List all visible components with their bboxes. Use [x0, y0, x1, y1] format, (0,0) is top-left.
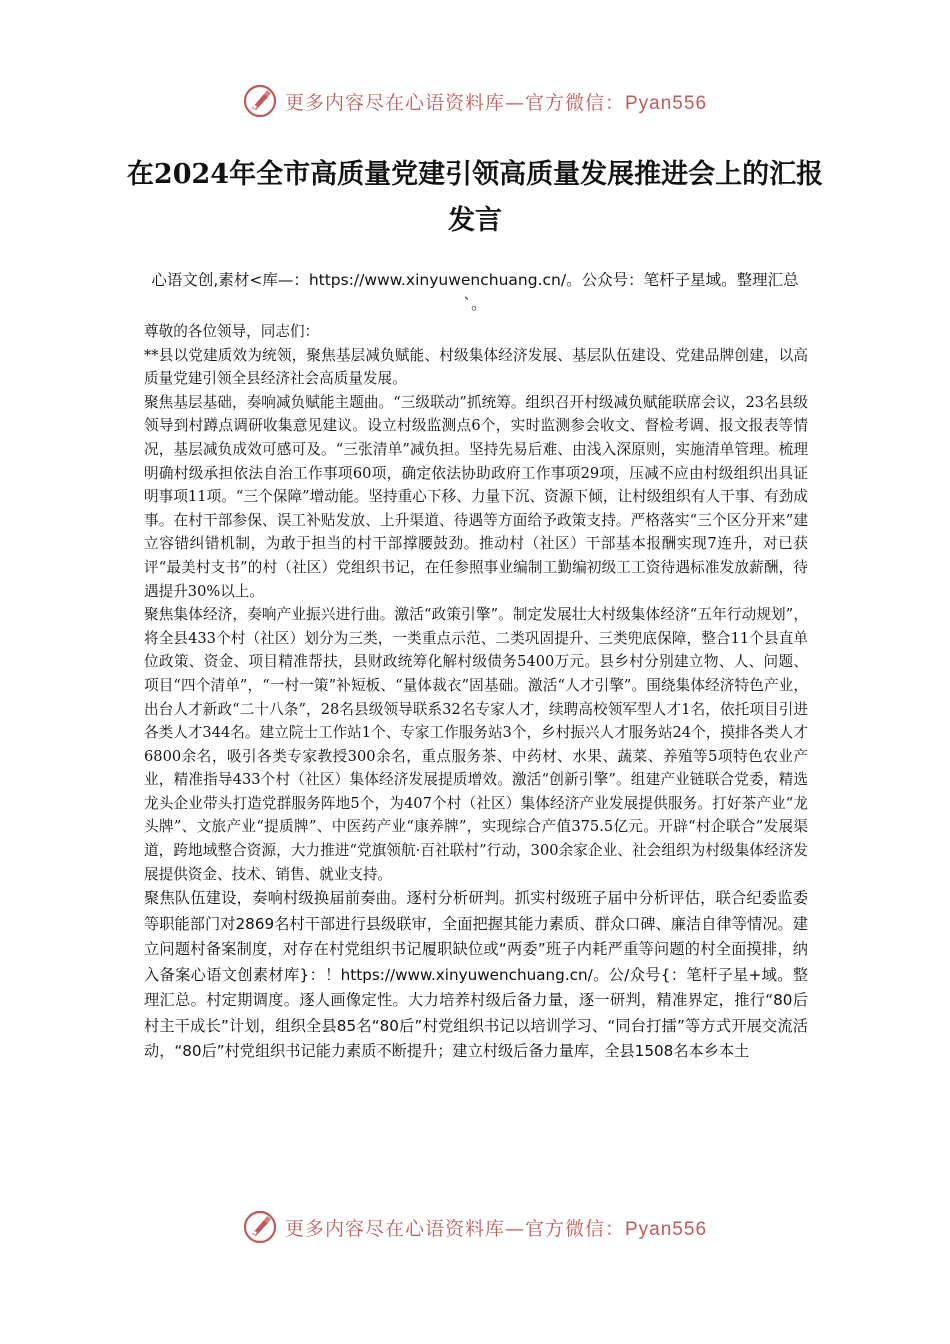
watermark-slogan: 更多内容尽在心语资料库 — [284, 1217, 505, 1240]
watermark-text — [285, 88, 707, 115]
watermark-separator: — — [504, 91, 525, 114]
pen-nib-logo-icon — [243, 84, 277, 118]
watermark-contact-id: Pyan556 — [625, 1218, 708, 1240]
watermark-banner-top — [0, 84, 950, 118]
document-body — [144, 320, 808, 1065]
source-note: 心语文创,素材<库—：https://www.xinyuwenchuang.cn/。公众号：笔杆子星域。整理汇总`。 — [151, 271, 799, 313]
watermark-slogan: 更多内容尽在心语资料库 — [284, 91, 505, 114]
document-title: 在2024年全市高质量党建引领高质量发展推进会上的汇报发言 — [126, 159, 824, 236]
watermark-separator: — — [504, 1217, 525, 1240]
pen-nib-logo-icon — [243, 1210, 277, 1244]
body-paragraph: 聚焦基层基础，奏响减负赋能主题曲。“三级联动”抓统筹。组织召开村级减负赋能联席会议，23名县级领导到村蹲点调研收集意见建议。设立村级监测点6个，实时监测参会收文、督检考调、报文报表等情况，基层减负成效可感可及。“三张清单”减负担。坚持先易后难、由浅入深原则，实施清单管理。梳理明确村级承担依法自治工作事项60项，确定依法协助政府工作事项29项，压减不应由村级组织出具证明事项11项。“三个保障”增动能。坚持重心下移、力量下沉、资源下倾，让村级组织有人干事、有劲成事。在村干部参保、误工补贴发放、上升渠道、待遇等方面给予政策支持。严格落实“三个区分开来”建立容错纠错机制，为敢于担当的村干部撑腰鼓劲。推动村（社区）干部基本报酬实现7连升，对已获评“最美村支书”的村（社区）党组织书记，在任参照事业编制工勤编初级工工资待遇标准发放薪酬，待遇提升30%以上。 — [144, 393, 808, 600]
watermark-contact-label: 官方微信： — [524, 91, 625, 114]
watermark-contact-id: Pyan556 — [625, 92, 708, 114]
body-paragraph: **县以党建质效为统领，聚焦基层减负赋能、村级集体经济发展、基层队伍建设、党建品牌创建，以高质量党建引领全县经济社会高质量发展。 — [144, 346, 808, 388]
salutation: 尊敬的各位领导，同志们： — [144, 323, 320, 340]
watermark-contact-label: 官方微信： — [524, 1217, 625, 1240]
body-paragraph: 聚焦集体经济，奏响产业振兴进行曲。激活“政策引擎”。制定发展壮大村级集体经济“五年行动规划”，将全县433个村（社区）划分为三类，一类重点示范、二类巩固提升、三类兜底保障，整合11个县直单位政策、资金、项目精准帮扶，县财政统筹化解村级债务5400万元。县乡村分别建立物、人、问题、项目“四个清单”，“一村一策”补短板、“量体裁衣”固基础。激活“人才引擎”。围绕集体经济特色产业，出台人才新政“二十八条”，28名县级领导联系32名专家人才，续聘高校领军型人才1名，依托项目引进各类人才344名。建立院士工作站1个、专家工作服务站3个，乡村振兴人才服务站24个，摸排各类人才6800余名，吸引各类专家教授300余名，重点服务茶、中药材、水果、蔬菜、养殖等5项特色农业产业，精准指导433个村（社区）集体经济发展提质增效。激活“创新引擎”。组建产业链联合党委，精选龙头企业带头打造党群服务阵地5个，为407个村（社区）集体经济产业发展提供服务。打好茶产业“龙头牌”、文旅产业“提质牌”、中医药产业“康养牌”，实现综合产值375.5亿元。开辟“村企联合”发展渠道，跨地域整合资源，大力推进“党旗领航·百社联村”行动，300余家企业、社会组织为村级集体经济发展提供资金、技术、销售、就业支持。 — [144, 606, 808, 883]
body-paragraph: 聚焦队伍建设，奏响村级换届前奏曲。逐村分析研判。抓实村级班子届中分析评估，联合纪委监委等职能部门对2869名村干部进行县级联审，全面把握其能力素质、群众口碑、廉洁自律等情况。建立问题村备案制度，对存在村党组织书记履职缺位或“两委”班子内耗严重等问题的村全面摸排，纳入备案心语文创素材库}：！https://www.xinyuwenchuang.cn/。公/众号{：笔杆子星+域。整理汇总。村定期调度。逐人画像定性。大力培养村级后备力量，逐一研判，精准界定，推行“80后村主干成长”计划，组织全县85名“80后”村党组织书记以培训学习、“同台打擂”等方式开展交流活动，“80后”村党组织书记能力素质不断提升；建立村级后备力量库，全县1508名本乡本土 — [144, 889, 808, 1061]
watermark-banner-bottom — [0, 1210, 950, 1244]
watermark-text — [285, 1214, 707, 1241]
